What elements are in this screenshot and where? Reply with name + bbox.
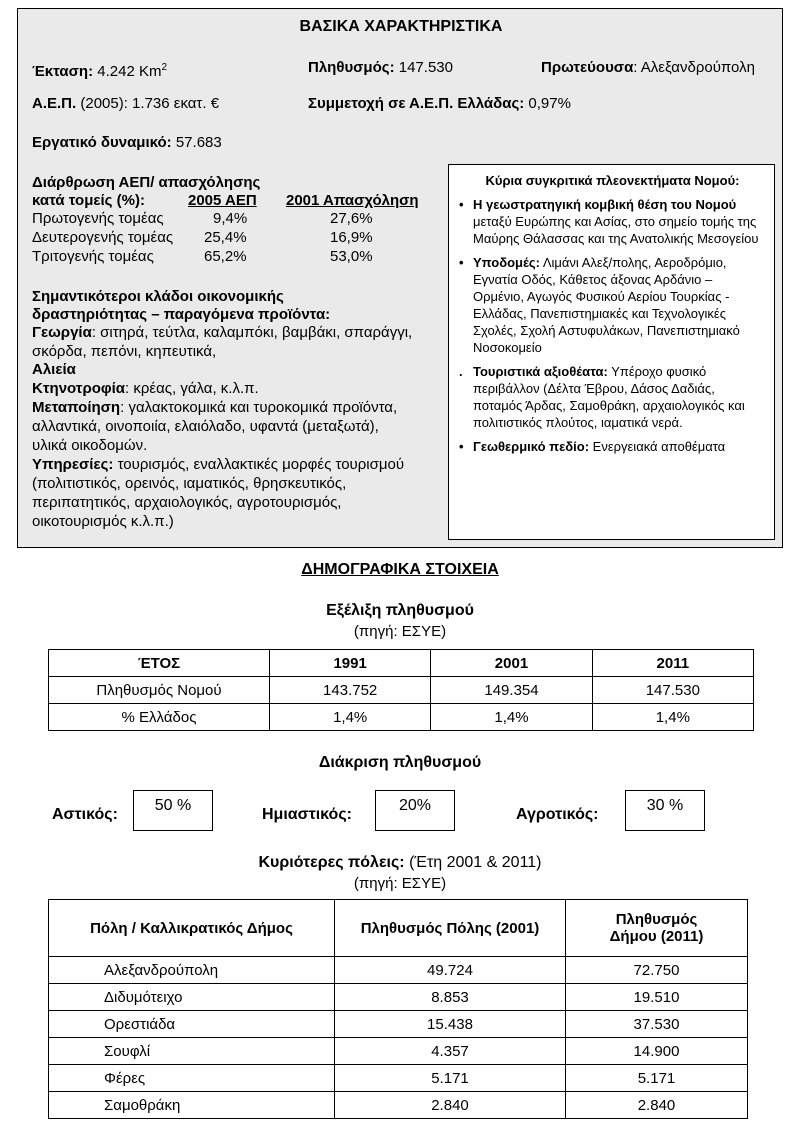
sector-name: Τριτογενής τομέας [32, 248, 154, 265]
semi-urban-label: Ημιαστικός: [262, 806, 352, 823]
table-row [49, 1065, 748, 1092]
table-header-row [49, 650, 754, 677]
cities-source: (πηγή: ΕΣΥΕ) [353, 875, 447, 892]
table-cell: 4.357 [335, 1038, 566, 1065]
distribution-title: Διάκριση πληθυσμού [318, 754, 482, 771]
table-row [49, 1038, 748, 1065]
table-cell: 8.853 [335, 984, 566, 1011]
area-label: Έκταση: [32, 63, 94, 80]
agriculture-line [32, 324, 412, 342]
table-cell: 147.530 [592, 677, 753, 704]
table-header: Πληθυσμός Πόλης (2001) [335, 900, 566, 957]
services-label: Υπηρεσίες: [32, 456, 114, 473]
livestock-label: Κτηνοτροφία [32, 380, 126, 397]
table-cell: 37.530 [566, 1011, 748, 1038]
branches-title-1: Σημαντικότεροι κλάδοι οικονομικής [32, 288, 284, 305]
table-cell: 143.752 [270, 677, 431, 704]
advantage-text: Υπέροχο φυσικό περιβάλλον (Δέλτα Έβρου, Δάσος Δαδιάς, ποταμός Άρδας, Σαμοθράκη, αρχαιολογικός και πολιτιστικός πλούτος, ιαματικά νερά. [473, 364, 745, 430]
advantages-title: Κύρια συγκριτικά πλεονεκτήματα Νομού: [485, 173, 740, 188]
structure-title-2: κατά τομείς (%): [32, 192, 145, 209]
sector-emp: 27,6% [330, 210, 373, 227]
table-cell: 72.750 [566, 957, 748, 984]
table-cell: Ορεστιάδα [49, 1011, 335, 1038]
advantage-item [459, 363, 766, 431]
gdp-share-label: Συμμετοχή σε Α.Ε.Π. Ελλάδας: [308, 95, 525, 112]
sector-name: Πρωτογενής τομέας [32, 210, 164, 227]
structure-col-emp: 2001 Απασχόληση [286, 192, 419, 209]
cities-table [48, 899, 748, 1119]
capital-label: Πρωτεύουσα [541, 59, 634, 76]
table-cell: 149.354 [431, 677, 592, 704]
table-cell: 2.840 [566, 1092, 748, 1119]
structure-col-gdp: 2005 ΑΕΠ [188, 192, 257, 209]
services-text: τουρισμός, εναλλακτικές μορφές τουρισμού [113, 456, 405, 473]
population-label: Πληθυσμός: [308, 59, 395, 76]
cities-heading [0, 854, 800, 872]
rural-value-box: 30 % [625, 790, 705, 831]
area-sup: 2 [161, 62, 168, 73]
capital-info [541, 59, 755, 77]
bullet: . [459, 364, 463, 379]
bullet: • [459, 439, 464, 454]
advantage-label: Η γεωστρατηγική κομβική θέση του Νομού [473, 197, 737, 212]
table-header: 2011 [592, 650, 753, 677]
population-value: 147.530 [398, 59, 453, 76]
manufacturing-line [32, 399, 397, 417]
branches-title-2: δραστηριότητας – παραγόμενα προϊόντα: [32, 306, 331, 323]
fishing-label: Αλιεία [32, 361, 76, 378]
table-header: Πόλη / Καλλικρατικός Δήμος [49, 900, 335, 957]
cities-years: (Έτη 2001 & 2011) [404, 854, 542, 871]
manufacturing-text-2: αλλαντικά, οινοποιία, ελαιόλαδο, υφαντά (μεταξωτά), [32, 418, 379, 435]
services-text-4: οικοτουρισμός κ.λ.π.) [32, 513, 174, 530]
demographics-title: ΔΗΜΟΓΡΑΦΙΚΑ ΣΤΟΙΧΕΙΑ [301, 561, 499, 578]
semi-urban-value-box: 20% [375, 790, 455, 831]
agriculture-label: Γεωργία [32, 324, 92, 341]
services-text-3: περιπατητικός, αρχαιολογικός, αγροτουρισμός, [32, 494, 342, 511]
table-row [49, 704, 754, 731]
table-header: 1991 [270, 650, 431, 677]
table-cell: Πληθυσμός Νομού [49, 677, 270, 704]
table-header: ΈΤΟΣ [49, 650, 270, 677]
table-row [49, 984, 748, 1011]
area-value: 4.242 Km [97, 63, 162, 80]
basic-characteristics-box [17, 8, 783, 548]
manufacturing-text: : γαλακτοκομικά και τυροκομικά προϊόντα, [120, 399, 398, 416]
advantage-label: Τουριστικά αξιοθέατα: [473, 364, 608, 379]
table-cell: 49.724 [335, 957, 566, 984]
table-header-row [49, 900, 748, 957]
bullet: • [459, 197, 464, 212]
sector-emp: 16,9% [330, 229, 373, 246]
sector-name: Δευτερογενής τομέας [32, 229, 174, 246]
agriculture-text-2: σκόρδα, πεπόνι, κηπευτικά, [32, 343, 217, 360]
table-cell: 1,4% [270, 704, 431, 731]
table-header: Πληθυσμός Δήμου (2011) [566, 900, 748, 957]
advantages-box [448, 164, 775, 540]
gdp-share-info [308, 95, 571, 113]
advantage-text: μεταξύ Ευρώπης και Ασίας, στο σημείο τομής της Μαύρης Θάλασσας και της Ανατολικής Μεσογείου [473, 214, 759, 246]
cities-title: Κυριότερες πόλεις: [258, 854, 405, 871]
area-info [32, 59, 167, 81]
sector-gdp: 25,4% [204, 229, 247, 246]
population-info [308, 59, 453, 77]
table-cell: 19.510 [566, 984, 748, 1011]
manufacturing-label: Μεταποίηση [32, 399, 121, 416]
workforce-label: Εργατικό δυναμικό: [32, 134, 172, 151]
manufacturing-text-3: υλικά οικοδομών. [32, 437, 148, 454]
services-line [32, 456, 404, 474]
capital-value: : Αλεξανδρούπολη [633, 59, 755, 76]
table-cell: 1,4% [592, 704, 753, 731]
table-cell: Διδυμότειχο [49, 984, 335, 1011]
structure-title-1: Διάρθρωση ΑΕΠ/ απασχόλησης [32, 174, 261, 191]
bullet: • [459, 255, 464, 270]
table-cell: 5.171 [566, 1065, 748, 1092]
livestock-text: : κρέας, γάλα, κ.λ.π. [125, 380, 259, 397]
services-text-2: (πολιτιστικός, ορεινός, ιαματικός, θρησκευτικός, [32, 475, 347, 492]
advantage-text: Ενεργειακά αποθέματα [589, 439, 726, 454]
sector-emp: 53,0% [330, 248, 373, 265]
advantage-label: Υποδομές: [473, 255, 540, 270]
table-header: 2001 [431, 650, 592, 677]
gdp-share-value: 0,97% [528, 95, 571, 112]
table-cell: 14.900 [566, 1038, 748, 1065]
advantage-item [459, 254, 766, 356]
table-cell: 5.171 [335, 1065, 566, 1092]
table-row [49, 1092, 748, 1119]
agriculture-text: : σιτηρά, τεύτλα, καλαμπόκι, βαμβάκι, σπαράγγι, [91, 324, 413, 341]
table-cell: Αλεξανδρούπολη [49, 957, 335, 984]
urban-label: Αστικός: [52, 806, 118, 823]
table-cell: % Ελλάδος [49, 704, 270, 731]
gdp-value: (2005): 1.736 εκατ. € [80, 95, 220, 112]
table-cell: 1,4% [431, 704, 592, 731]
urban-value-box: 50 % [133, 790, 213, 831]
sector-gdp: 65,2% [204, 248, 247, 265]
pop-evolution-title: Εξέλιξη πληθυσμού [326, 602, 474, 619]
pop-evolution-source: (πηγή: ΕΣΥΕ) [353, 623, 447, 640]
advantages-list [459, 196, 766, 455]
livestock-line [32, 380, 259, 398]
basic-title: ΒΑΣΙΚΑ ΧΑΡΑΚΤΗΡΙΣΤΙΚΑ [299, 18, 503, 35]
advantage-text: Λιμάνι Αλεξ/πολης, Αεροδρόμιο, Εγνατία Οδός, Κάθετος άξονας Αρδάνιο – Ορμένιο, Αγωγός Φυσικού Αερίου Τουρκίας - Ελλάδας, Πανεπιστημιακές και Τεχνολογικές Σχολές, Σχολή Αστυφυλάκων, Πανεπιστημιακό Νοσοκομείο [473, 255, 740, 355]
sector-gdp: 9,4% [213, 210, 248, 227]
gdp-label: Α.Ε.Π. [32, 95, 77, 112]
advantage-label: Γεωθερμικό πεδίο: [473, 439, 590, 454]
table-cell: 15.438 [335, 1011, 566, 1038]
workforce-value: 57.683 [175, 134, 222, 151]
table-cell: 2.840 [335, 1092, 566, 1119]
advantage-item [459, 438, 766, 455]
population-table [48, 649, 754, 731]
table-cell: Σουφλί [49, 1038, 335, 1065]
table-row [49, 957, 748, 984]
table-cell: Φέρες [49, 1065, 335, 1092]
table-row [49, 677, 754, 704]
table-row [49, 1011, 748, 1038]
rural-label: Αγροτικός: [516, 806, 599, 823]
gdp-info [32, 95, 219, 113]
advantage-item [459, 196, 766, 247]
workforce-info [32, 134, 222, 152]
table-cell: Σαμοθράκη [49, 1092, 335, 1119]
